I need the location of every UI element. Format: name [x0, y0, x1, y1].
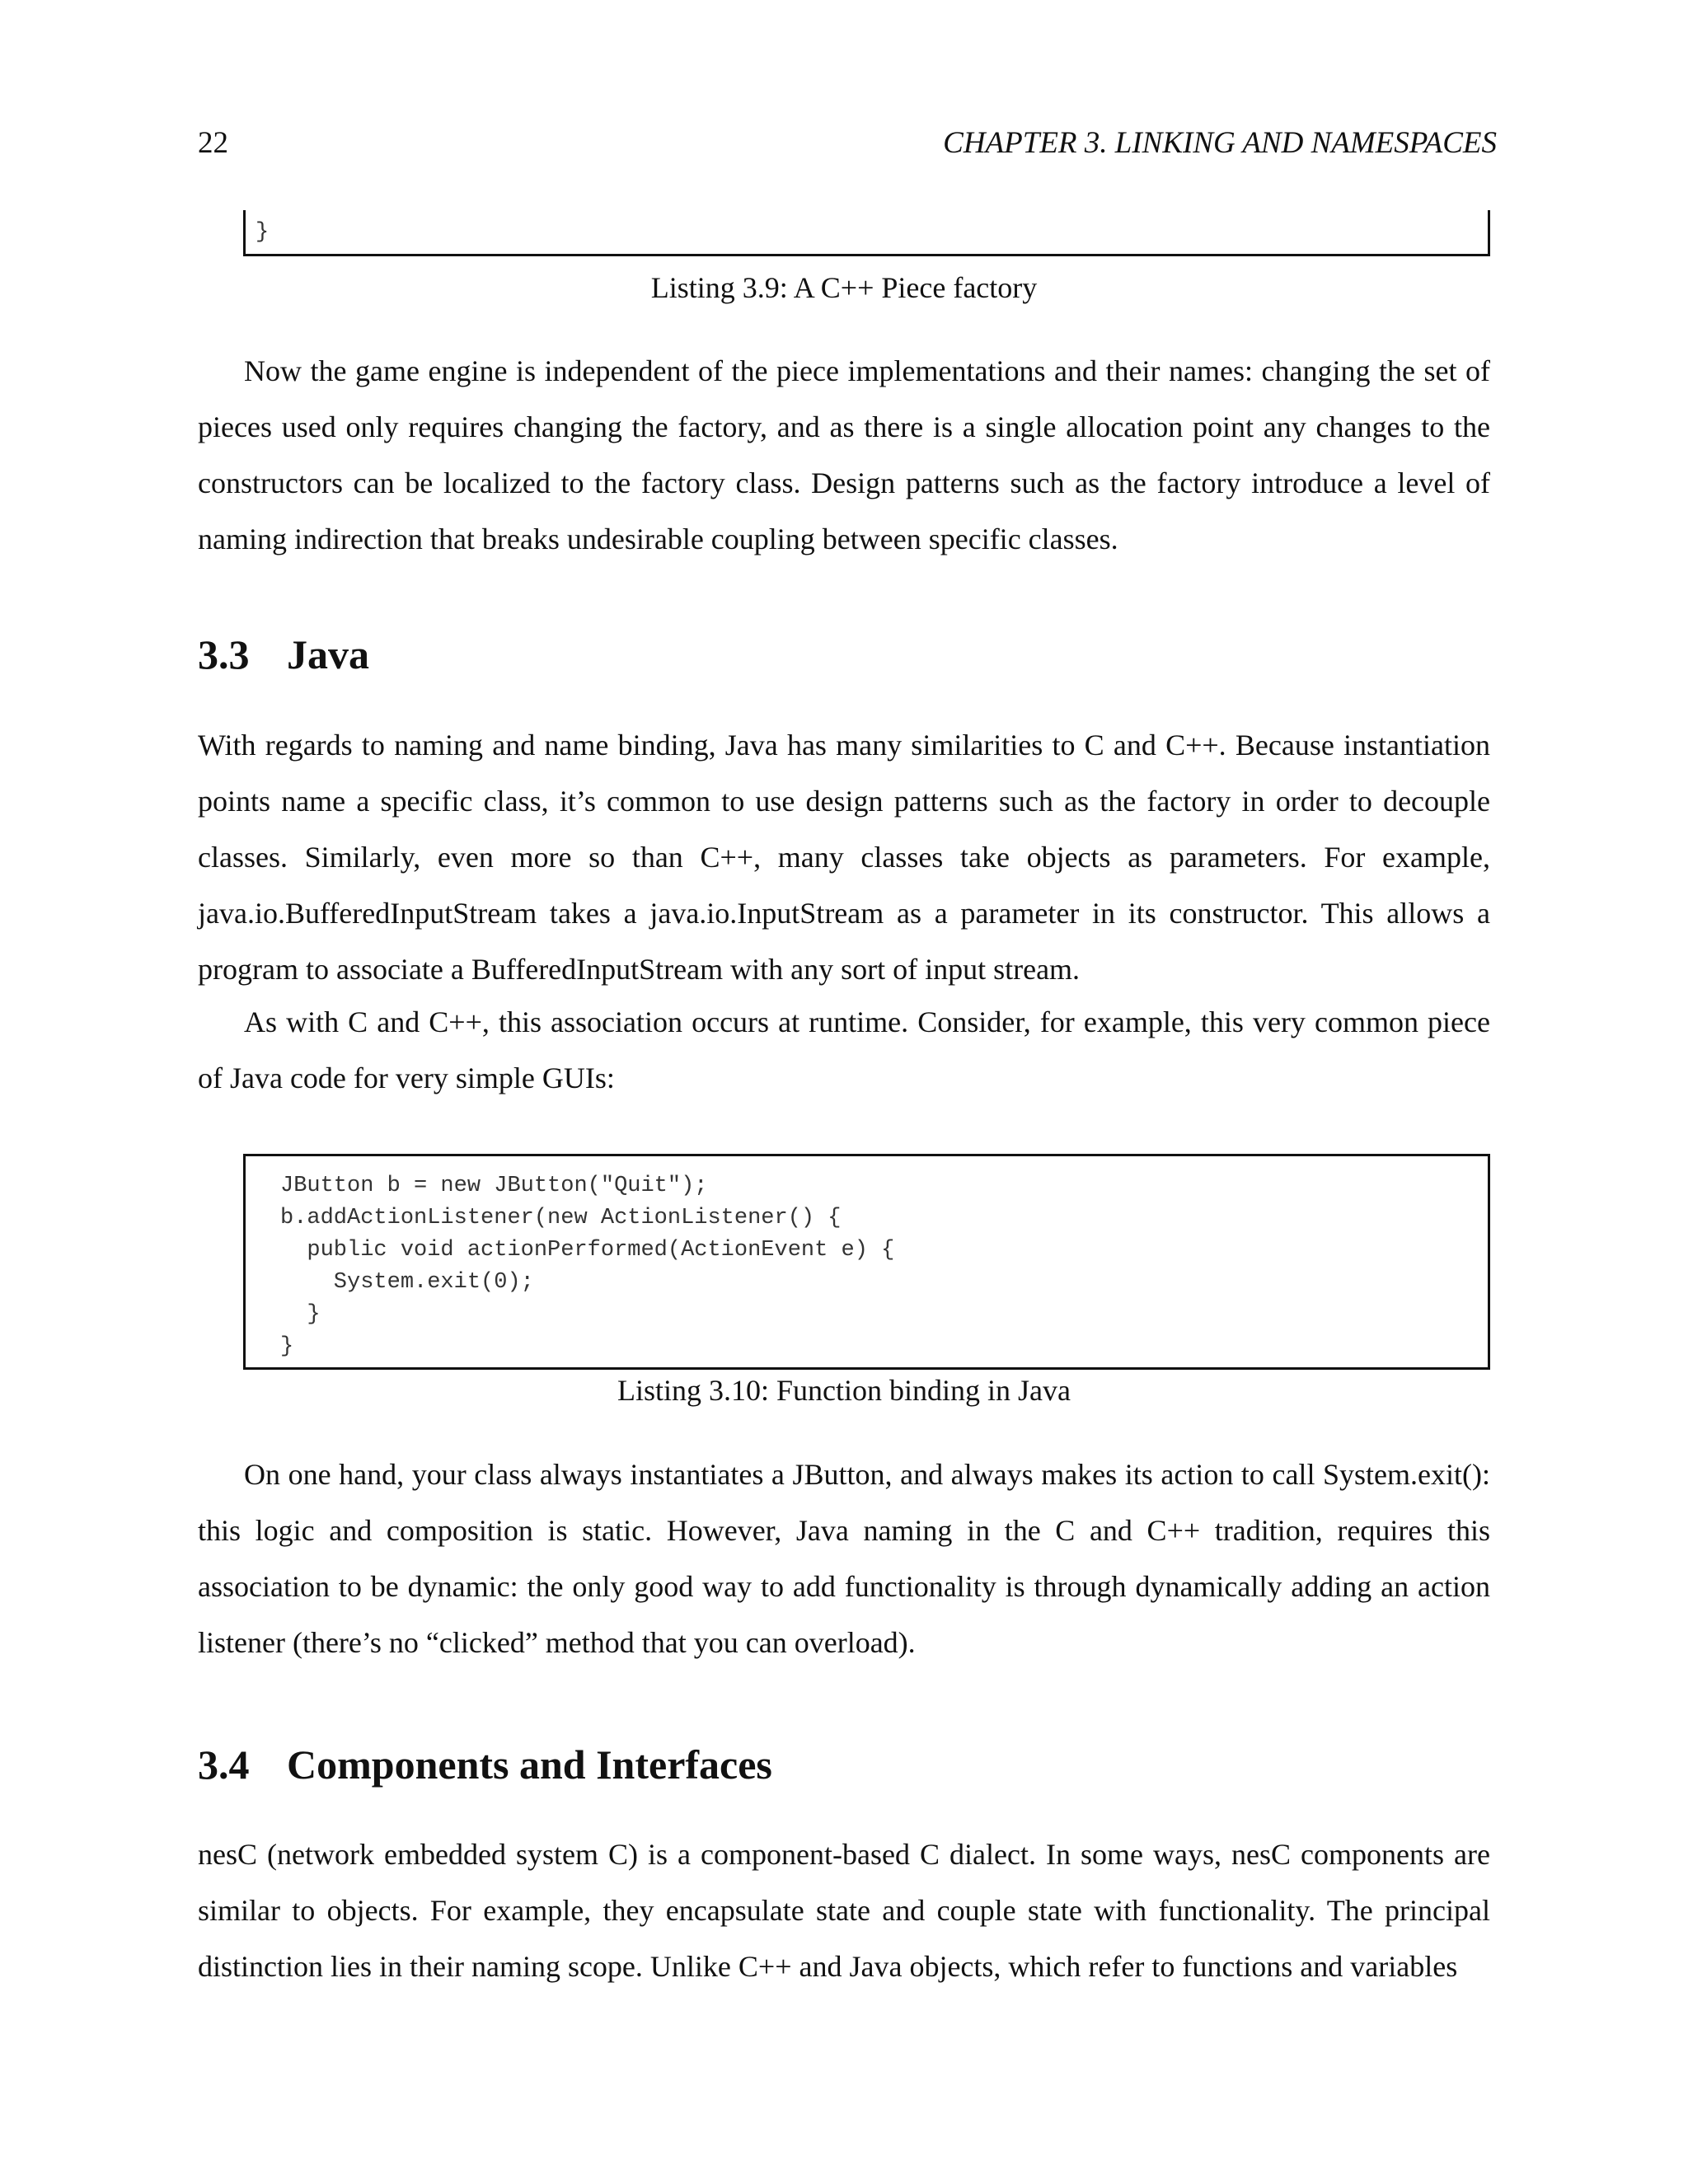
- section-heading-components: [198, 1741, 772, 1788]
- page-number: 22: [198, 126, 228, 160]
- section-title: Components and Interfaces: [287, 1741, 772, 1788]
- paragraph-java-3: On one hand, your class always instantiates a JButton, and always makes its action to call System.exit(): this logic and composition is static. However, Java naming in the C and C++ tradition, requires this association to be dynamic: the only good way to add functionality is through dynamically adding an action listener (there’s no “clicked” method that you can overload).: [198, 1458, 1490, 1659]
- listing-3-10-caption: Listing 3.10: Function binding in Java: [617, 1374, 1071, 1407]
- chapter-title: CHAPTER 3. LINKING AND NAMESPACES: [943, 126, 1497, 160]
- code-line: b.addActionListener(new ActionListener() {: [280, 1206, 842, 1230]
- running-header: [198, 125, 1497, 161]
- listing-3-9-code: [243, 210, 1490, 256]
- section-heading-java: [198, 630, 369, 678]
- code-line: JButton b = new JButton("Quit");: [280, 1174, 708, 1198]
- code-line: public void actionPerformed(ActionEvent e) {: [280, 1238, 895, 1263]
- listing-3-10-code: [243, 1154, 1490, 1370]
- paragraph-java-1: With regards to naming and name binding, Java has many similarities to C and C++. Because instantiation points name a specific class, it’s common to use design patterns such as the factory in order to decouple classes. Similarly, even more so than C++, many classes take objects as parameters. For example, java.io.BufferedInputStream takes a java.io.InputStream as a parameter in its constructor. This allows a program to associate a BufferedInputStream with any sort of input stream.: [198, 729, 1490, 986]
- section-number: 3.3: [198, 631, 250, 677]
- listing-3-9-caption: Listing 3.9: A C++ Piece factory: [650, 271, 1038, 304]
- code-line: System.exit(0);: [280, 1270, 534, 1295]
- paragraph-java-2: As with C and C++, this association occurs at runtime. Consider, for example, this very common piece of Java code for very simple GUIs:: [198, 1005, 1490, 1094]
- paragraph-nesc: nesC (network embedded system C) is a component-based C dialect. In some ways, nesC components are similar to objects. For example, they encapsulate state and couple state with functionality. The principal distinction lies in their naming scope. Unlike C++ and Java objects, which refer to functions and variables: [198, 1838, 1490, 1983]
- section-title: Java: [287, 631, 369, 677]
- code-line: }: [280, 1334, 294, 1359]
- code-line: }: [280, 1302, 321, 1327]
- code-line: }: [256, 220, 270, 245]
- section-number: 3.4: [198, 1741, 250, 1788]
- paragraph-factory: Now the game engine is independent of the piece implementations and their names: changing the set of pieces used only requires changing the factory, and as there is a single allocation point any changes to the constructors can be localized to the factory class. Design patterns such as the factory introduce a level of naming indirection that breaks undesirable coupling between specific classes.: [198, 354, 1490, 555]
